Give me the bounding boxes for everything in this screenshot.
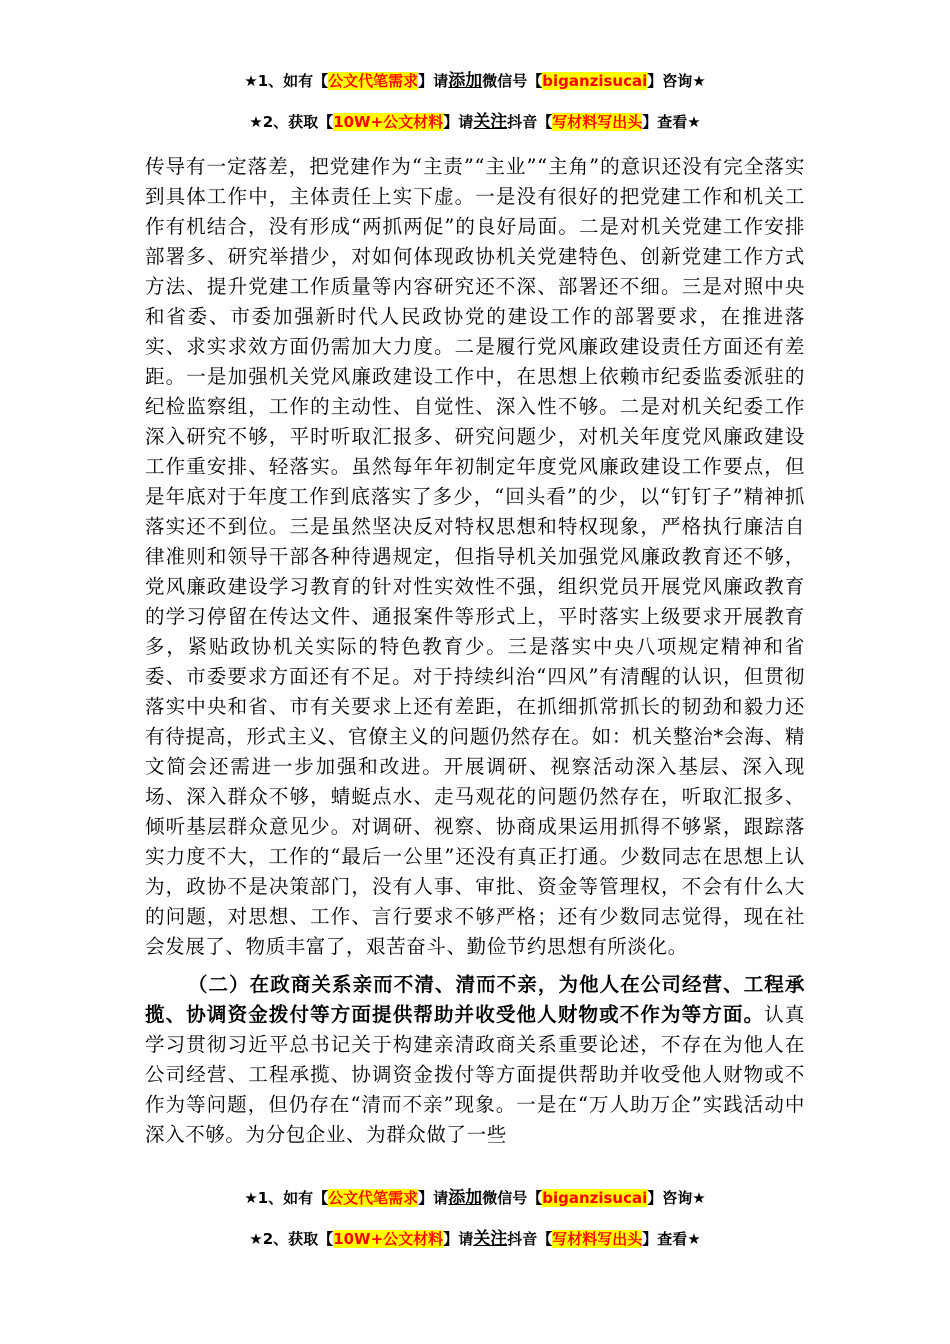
highlight-douyin-account: 写材料写出头 [552, 1230, 643, 1248]
paragraph-2-text: 认真学习贯彻习近平总书记关于构建亲清政商关系重要论述，不存在为他人在公司经营、工程承揽、协调资金拨付等方面提供帮助并收受他人财物或不作为等问题，但仍存在“清而不亲”现象。一是在“万人助万企”实践活动中深入不够。为分包企业、为群众做了一些 [145, 1003, 805, 1146]
paragraph-2 [145, 970, 805, 1150]
footer-notice-line-1: ★1、如有【公文代笔需求】请添加微信号【biganzisucai】咨询★ [244, 1188, 706, 1208]
highlight-writing-service: 公文代笔需求 [328, 72, 419, 90]
header-notice-line-1: ★1、如有【公文代笔需求】请添加微信号【biganzisucai】咨询★ [244, 71, 706, 91]
highlight-materials: 10W+公文材料 [333, 113, 444, 131]
highlight-wechat-id: biganzisucai [542, 1189, 648, 1207]
highlight-materials: 10W+公文材料 [333, 1230, 444, 1248]
document-body [145, 152, 805, 1150]
highlight-wechat-id: biganzisucai [542, 72, 648, 90]
highlight-douyin-account: 写材料写出头 [552, 113, 643, 131]
paragraph-1: 传导有一定落差，把党建作为“主责”“主业”“主角”的意识还没有完全落实到具体工作中，主体责任上实下虚。一是没有很好的把党建工作和机关工作有机结合，没有形成“两抓两促”的良好局面。二是对机关党建工作安排部署多、研究举措少，对如何体现政协机关党建特色、创新党建工作方式方法、提升党建工作质量等内容研究还不深、部署还不细。三是对照中央和省委、市委加强新时代人民政协党的建设工作的部署要求，在推进落实、求实求效方面仍需加大力度。二是履行党风廉政建设责任方面还有差距。一是加强机关党风廉政建设工作中，在思想上依赖市纪委监委派驻的纪检监察组，工作的主动性、自觉性、深入性不够。二是对机关纪委工作深入研究不够，平时听取汇报多、研究问题少，对机关年度党风廉政建设工作重安排、轻落实。虽然每年年初制定年度党风廉政建设工作要点，但是年底对于年度工作到底落实了多少，“回头看”的少，以“钉钉子”精神抓落实还不到位。三是虽然坚决反对特权思想和特权现象，严格执行廉洁自律准则和领导干部各种待遇规定，但指导机关加强党风廉政教育还不够，党风廉政建设学习教育的针对性实效性不强，组织党员开展党风廉政教育的学习停留在传达文件、通报案件等形式上，平时落实上级要求开展教育多，紧贴政协机关实际的特色教育少。三是落实中央八项规定精神和省委、市委要求方面还有不足。对于持续纠治“四风”有清醒的认识，但贯彻落实中央和省、市有关要求上还有差距，在抓细抓常抓长的韧劲和毅力还有待提高，形式主义、官僚主义的问题仍然存在。如：机关整治*会海、精文简会还需进一步加强和改进。开展调研、视察活动深入基层、深入现场、深入群众不够，蜻蜓点水、走马观花的问题仍然存在，听取汇报多、倾听基层群众意见少。对调研、视察、协商成果运用抓得不够紧，跟踪落实力度不大，工作的“最后一公里”还没有真正打通。少数同志在思想上认为，政协不是决策部门，没有人事、审批、资金等管理权，不会有什么大的问题，对思想、工作、言行要求不够严格；还有少数同志觉得，现在社会发展了、物质丰富了，艰苦奋斗、勤俭节约思想有所淡化。 [145, 155, 805, 958]
section-heading-2: （二）在政商关系亲而不清、清而不亲，为他人在公司经营、工程承揽、协调资金拨付等方面提供帮助并收受他人财物或不作为等方面。 [145, 973, 805, 1026]
header-notice-line-2: ★2、获取【10W+公文材料】请关注抖音【写材料写出头】查看★ [249, 112, 701, 132]
footer-notice-line-2: ★2、获取【10W+公文材料】请关注抖音【写材料写出头】查看★ [249, 1229, 701, 1249]
highlight-writing-service: 公文代笔需求 [328, 1189, 419, 1207]
